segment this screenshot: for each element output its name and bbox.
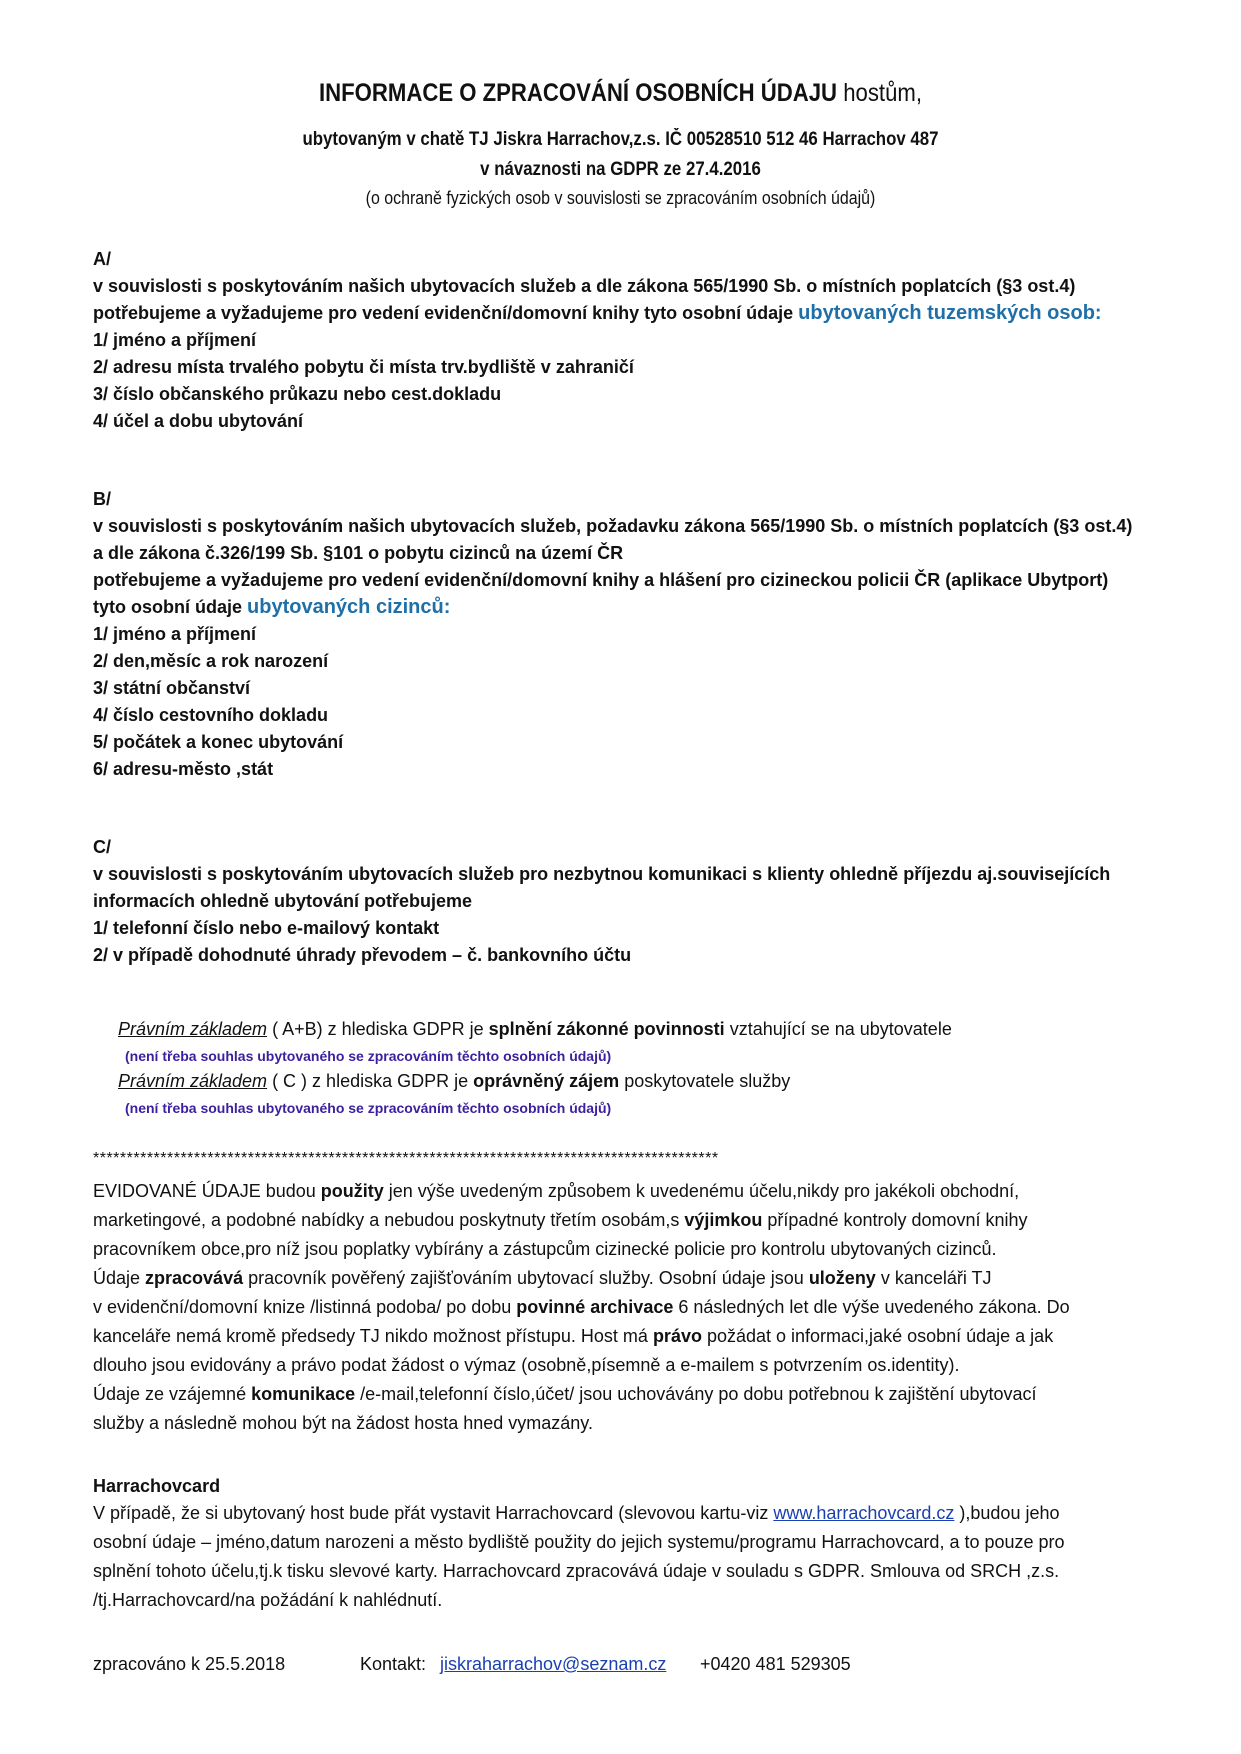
records-text: Údaje [93, 1268, 146, 1288]
legal-basis-bold: splnění zákonné povinnosti [488, 1019, 725, 1039]
gdpr-line: v návaznosti na GDPR ze 27.4.2016 [480, 159, 761, 180]
legal-basis-note: (není třeba souhlas ubytovaného se zpracováním těchto osobních údajů) [125, 1100, 612, 1116]
list-item: 1/ jméno a příjmení [93, 330, 257, 350]
records-text: kanceláře nemá kromě předsedy TJ nikdo možnost přístupu. Host má [93, 1326, 653, 1346]
records-bold: právo [652, 1326, 702, 1346]
records-text: v kanceláři TJ [875, 1268, 992, 1288]
list-item: 5/ počátek a konec ubytování [93, 732, 344, 752]
records-line: dlouho jsou evidovány a právo podat žádost o výmaz (osobně,písemně a e-mailem s potvrzením os.identity). [93, 1355, 960, 1375]
legal-basis-bold: oprávněný zájem [473, 1071, 620, 1091]
list-item: 2/ den,měsíc a rok narození [93, 651, 329, 671]
section-a-intro-2 [93, 302, 1102, 324]
section-b-intro-2: a dle zákona č.326/199 Sb. §101 o pobytu cizinců na území ČR [93, 543, 624, 563]
harrachovcard-line: osobní údaje – jméno,datum narozeni a město bydliště použity do jejich systemu/programu Harrachovcard, a to pouze pro [93, 1532, 1065, 1552]
legal-basis-label: Právním základem [118, 1071, 268, 1091]
records-line: pracovníkem obce,pro níž jsou poplatky vybírány a zástupcům cizinecké policie pro kontrolu ubytovaných cizinců. [93, 1239, 997, 1259]
harrachovcard-line: splnění tohoto účelu,tj.k tisku slevové karty. Harrachovcard zpracovává údaje v souladu s GDPR. Smlouva od SRCH ,z.s. [93, 1561, 1060, 1581]
records-bold: použity [320, 1181, 384, 1201]
section-b-intro-3: potřebujeme a vyžadujeme pro vedení evidenční/domovní knihy a hlášení pro cizineckou policii ČR (aplikace Ubytport) [93, 570, 1109, 590]
records-bold: komunikace [251, 1384, 356, 1404]
legal-basis-ab [118, 1018, 952, 1040]
section-b-intro-4-text: tyto osobní údaje [93, 597, 243, 617]
list-item: 3/ státní občanství [93, 678, 251, 698]
records-bold: uloženy [808, 1268, 876, 1288]
processed-date: zpracováno k 25.5.2018 [93, 1654, 286, 1674]
list-item: 3/ číslo občanského průkazu nebo cest.dokladu [93, 384, 502, 404]
harrachovcard-line: /tj.Harrachovcard/na požádání k nahlédnutí. [93, 1590, 443, 1610]
records-bold: zpracovává [145, 1268, 244, 1288]
section-b-highlight: ubytovaných cizinců: [247, 596, 451, 618]
records-text: jen výše uvedeným způsobem k uvedenému účelu,nikdy pro jakékoli obchodní, [383, 1181, 1020, 1201]
list-item: 1/ telefonní číslo nebo e-mailový kontakt [93, 918, 440, 938]
title-bold: INFORMACE O ZPRACOVÁNÍ OSOBNÍCH ÚDAJU [318, 79, 838, 107]
harrachovcard-heading: Harrachovcard [93, 1476, 221, 1496]
legal-basis-c [118, 1070, 790, 1092]
legal-basis-scope: ( A+B) z hlediska GDPR je [267, 1019, 489, 1039]
records-text: požádat o informaci,jaké osobní údaje a jak [701, 1326, 1054, 1346]
records-text: v evidenční/domovní knize /listinná podoba/ po dobu [93, 1297, 517, 1317]
separator: ********************************************************************************************* [93, 1150, 719, 1167]
records-text: 6 následných let dle výše uvedeného zákona. Do [673, 1297, 1070, 1317]
legal-basis-rest: vztahující se na ubytovatele [724, 1019, 952, 1039]
section-a-intro-2-text: potřebujeme a vyžadujeme pro vedení evidenční/domovní knihy tyto osobní údaje [93, 303, 794, 323]
contact-phone: +0420 481 529305 [700, 1654, 851, 1674]
records-line [93, 1296, 1070, 1318]
list-item: 4/ účel a dobu ubytování [93, 411, 304, 431]
section-c-intro-2: informacích ohledně ubytování potřebujeme [93, 891, 473, 911]
records-line [93, 1209, 1028, 1231]
legal-basis-label: Právním základem [118, 1019, 268, 1039]
records-line [93, 1325, 1053, 1347]
section-a-intro-1: v souvislosti s poskytováním našich ubytovacích služeb a dle zákona 565/1990 Sb. o místních poplatcích (§3 ost.4) [93, 276, 1076, 296]
records-text: případné kontroly domovní knihy [762, 1210, 1028, 1230]
title-normal: hostům, [843, 79, 923, 107]
section-c-intro-1: v souvislosti s poskytováním ubytovacích služeb pro nezbytnou komunikaci s klienty ohledně příjezdu aj.souvisejících [93, 864, 1111, 884]
harrachovcard-link[interactable]: www.harrachovcard.cz [773, 1503, 955, 1523]
list-item: 1/ jméno a příjmení [93, 624, 257, 644]
list-item: 2/ v případě dohodnuté úhrady převodem – č. bankovního účtu [93, 945, 632, 965]
list-item: 6/ adresu-město ,stát [93, 759, 274, 779]
list-item: 4/ číslo cestovního dokladu [93, 705, 329, 725]
harrachovcard-text: ),budou jeho [954, 1503, 1060, 1523]
document-title [71, 79, 1171, 107]
section-c-label: C/ [93, 837, 111, 857]
contact-email-link[interactable]: jiskraharrachov@seznam.cz [440, 1654, 667, 1674]
section-a-highlight: ubytovaných tuzemských osob: [798, 302, 1102, 324]
section-b-intro-4 [93, 596, 450, 618]
list-item: 2/ adresu místa trvalého pobytu či místa trv.bydliště v zahraničí [93, 357, 634, 377]
legal-basis-scope: ( C ) z hlediska GDPR je [267, 1071, 474, 1091]
records-line [93, 1180, 1019, 1202]
records-bold: povinné archivace [516, 1297, 674, 1317]
section-a-label: A/ [93, 249, 111, 269]
records-line: služby a následně mohou být na žádost hosta hned vymazány. [93, 1413, 593, 1433]
records-line [93, 1383, 1037, 1405]
legal-basis-rest: poskytovatele služby [619, 1071, 791, 1091]
section-b-intro-1: v souvislosti s poskytováním našich ubytovacích služeb, požadavku zákona 565/1990 Sb. o místních poplatcích (§3 ost.4) [93, 516, 1133, 536]
contact-label: Kontakt: [360, 1654, 427, 1674]
records-text: /e-mail,telefonní číslo,účet/ jsou uchovávány po dobu potřebnou k zajištění ubytovací [355, 1384, 1037, 1404]
legal-basis-note: (není třeba souhlas ubytovaného se zpracováním těchto osobních údajů) [125, 1048, 612, 1064]
records-text: marketingové, a podobné nabídky a nebudou poskytnuty třetím osobám,s [93, 1210, 685, 1230]
records-text: pracovník pověřený zajišťováním ubytovací služby. Osobní údaje jsou [243, 1268, 809, 1288]
records-text: EVIDOVANÉ ÚDAJE budou [93, 1181, 321, 1201]
records-line [93, 1267, 992, 1289]
records-text: Údaje ze vzájemné [93, 1384, 252, 1404]
harrachovcard-line [93, 1502, 1060, 1524]
section-b-label: B/ [93, 489, 111, 509]
subtitle: ubytovaným v chatě TJ Jiskra Harrachov,z.s. IČ 00528510 512 46 Harrachov 487 [302, 129, 939, 150]
records-bold: výjimkou [684, 1210, 763, 1230]
paren-line: (o ochraně fyzických osob v souvislosti se zpracováním osobních údajů) [365, 188, 876, 208]
harrachovcard-text: V případě, že si ubytovaný host bude přát vystavit Harrachovcard (slevovou kartu-viz [93, 1503, 774, 1523]
